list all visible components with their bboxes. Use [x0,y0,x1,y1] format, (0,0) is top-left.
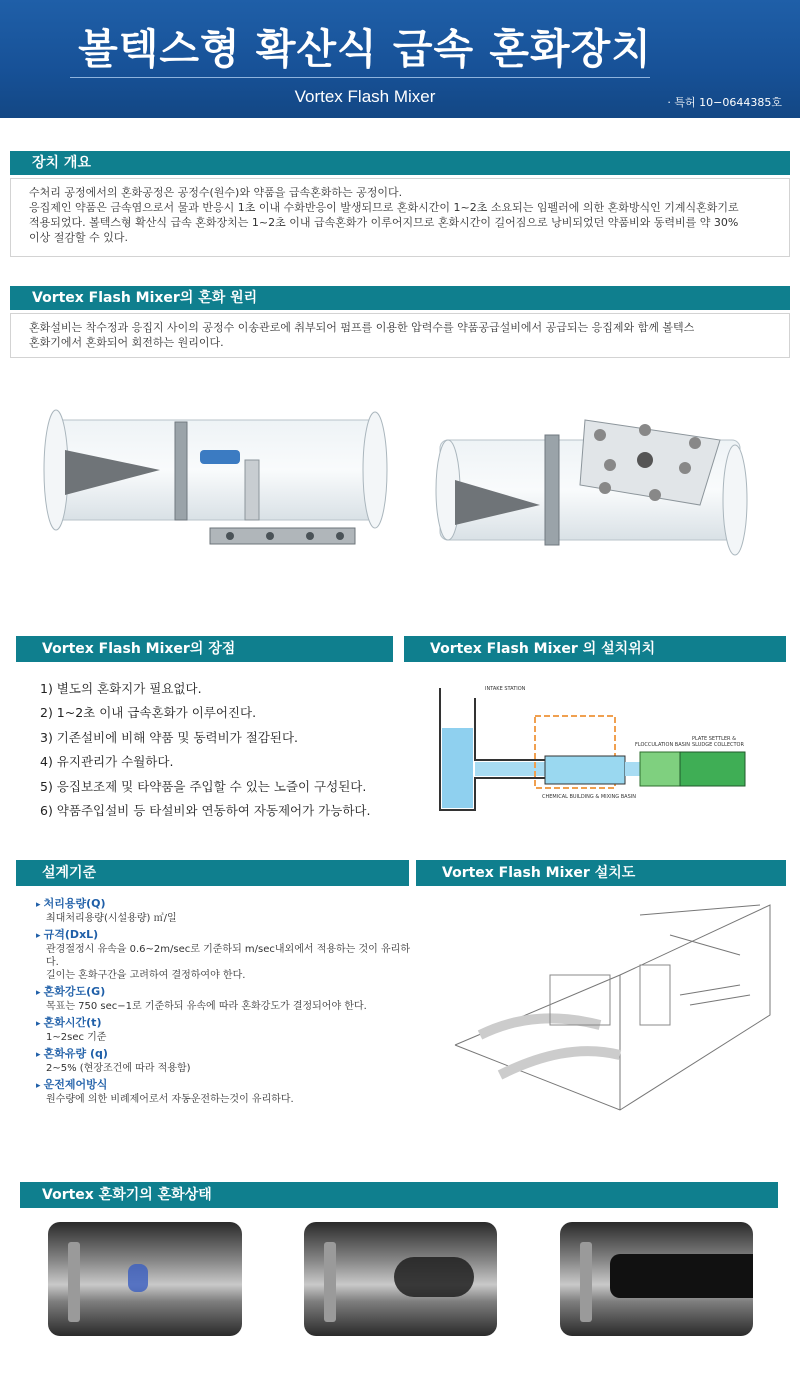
flange-shape [68,1242,80,1322]
flange-shape [580,1242,592,1322]
mixing-photo-3 [560,1222,753,1336]
page-title: 볼텍스형 확산식 급속 혼화장치 [78,25,652,73]
patent-number: · 특허 10−0644385호 [667,96,782,109]
mixer-photo-side-view [40,400,400,570]
criteria-title: ▸ 혼화강도(G) [36,985,416,1000]
criteria-desc: 길이는 혼화구간을 고려하여 결정하여야 한다. [46,970,246,981]
advantage-item: 3) 기존설비에 비해 약품 및 동력비가 절감된다. [40,729,298,745]
design-criteria-list [36,897,416,1109]
title-divider [70,77,650,78]
overview-line: 응집제인 약품은 금속염으로서 물과 반응시 1초 이내 수화반응이 발생되므로 혼화시간이 1~2초 소요되는 임펠러에 의한 혼화방식인 기계식혼화기로 [29,201,739,214]
advantages-heading: Vortex Flash Mixer의 장점 [16,636,393,662]
mixing-heading: Vortex 혼화기의 혼화상태 [20,1182,778,1208]
overview-text [10,178,790,257]
installation-drawing [440,895,780,1125]
criteria-title: ▸ 규격(DxL) [36,928,416,943]
mixer-photo-top-view [430,410,760,570]
principle-line: 혼화기에서 혼화되어 회전하는 원리이다. [29,336,224,349]
criteria-desc: 1~2sec 기준 [46,1032,107,1043]
page-subtitle: Vortex Flash Mixer [294,87,436,106]
mixing-photo-2 [304,1222,497,1336]
principle-line: 혼화설비는 착수정과 응집지 사이의 공정수 이송관로에 취부되어 펌프를 이용한 압력수를 약품공급설비에서 공급되는 응집제와 함께 볼텍스 [29,321,695,334]
overview-line: 적용되었다. 볼텍스형 확산식 급속 혼화장치는 1~2초 이내 급속혼화가 이루어지므로 혼화시간이 길어짐으로 낭비되었던 약품비와 동력비를 약 30% [29,216,739,229]
overview-line: 이상 절감할 수 있다. [29,231,128,244]
criteria-desc: 최대처리용량(시설용량) ㎥/일 [46,913,177,924]
criteria-title: ▸ 혼화유량 (q) [36,1047,416,1062]
criteria-desc: 목표는 750 sec−1로 기준하되 유속에 따라 혼화강도가 결정되어야 한다. [46,1001,367,1012]
install-heading: Vortex Flash Mixer 설치도 [416,860,786,886]
page-header [0,0,800,118]
overview-line: 수처리 공정에서의 혼화공정은 공정수(원수)와 약품을 급속혼화하는 공정이다. [29,186,403,199]
mixing-photo-1 [48,1222,242,1336]
installation-location-diagram [430,668,770,828]
advantages-list [40,677,370,823]
label-chemical-building: CHEMICAL BUILDING & MIXING BASIN [542,794,636,800]
advantage-item: 5) 응집보조제 및 타약품을 주입할 수 있는 노즐이 구성된다. [40,778,367,794]
floc-cloud-shape [394,1257,474,1297]
label-intake: INTAKE STATION [485,686,526,692]
coagulant-shape [128,1264,148,1292]
principle-text [10,313,790,358]
principle-heading: Vortex Flash Mixer의 혼화 원리 [10,286,790,310]
criteria-desc: 2~5% (현장조건에 따라 적용함) [46,1063,191,1074]
advantage-item: 1) 별도의 혼화지가 필요없다. [40,681,202,696]
label-sludge-collector: SLUDGE COLLECTOR [692,742,744,748]
criteria-title: ▸ 처리용량(Q) [36,897,416,912]
label-flocculation: FLOCCULATION BASIN [635,742,691,748]
criteria-title: ▸ 혼화시간(t) [36,1016,416,1031]
advantage-item: 2) 1~2초 이내 급속혼화가 이루어진다. [40,705,257,721]
advantage-item: 6) 약품주입설비 등 타설비와 연동하여 자동제어가 가능하다. [40,803,371,819]
location-heading: Vortex Flash Mixer 의 설치위치 [404,636,786,662]
label-plate-settler: PLATE SETTLER & [692,736,737,742]
criteria-desc: 원수량에 의한 비례제어로서 자동운전하는것이 유리하다. [46,1094,294,1105]
criteria-title: ▸ 운전제어방식 [36,1078,416,1093]
advantage-item: 4) 유지관리가 수월하다. [40,754,174,770]
flange-shape [324,1242,336,1322]
design-heading: 설계기준 [16,860,409,886]
full-mix-shape [610,1254,753,1298]
overview-heading: 장치 개요 [10,151,790,175]
criteria-desc: 관경절정시 유속을 0.6~2m/sec로 기준하되 m/sec내외에서 적용하는 것이 유리하다. [46,944,410,968]
